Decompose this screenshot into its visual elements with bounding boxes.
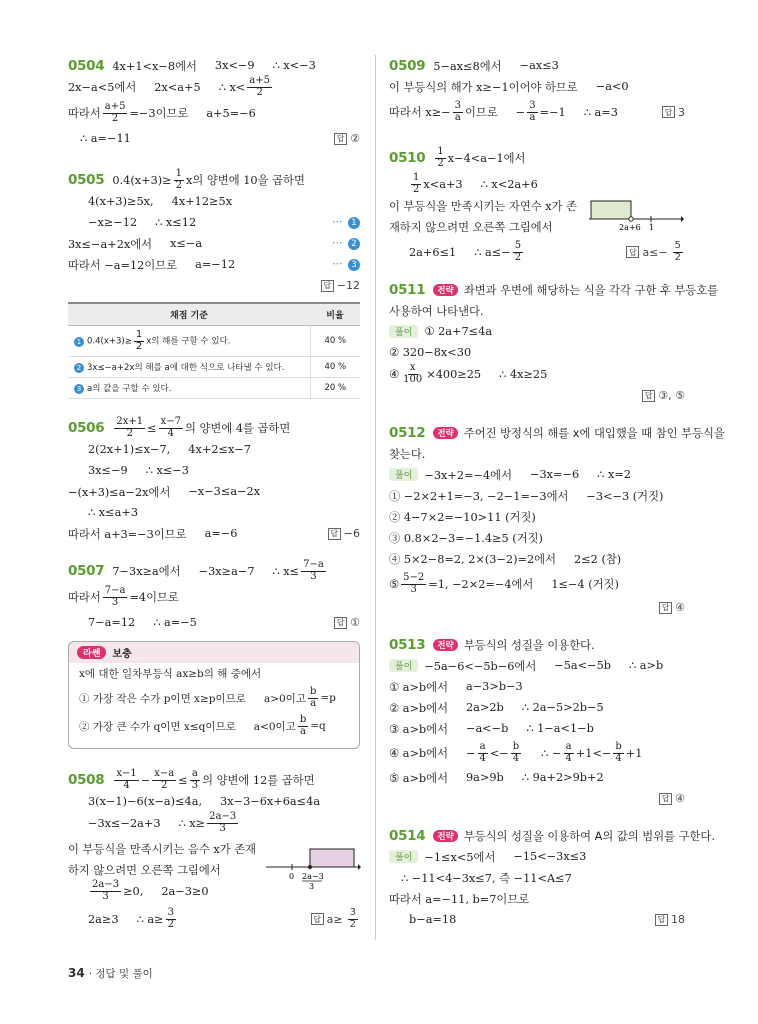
text: +1<− [575, 746, 612, 760]
text: ∴ −11<4−3x≤7, 즉 −11<A≤7 [401, 871, 572, 885]
text: 정답 및 풀이 [95, 968, 153, 980]
text: a의 값을 구할 수 있다. [87, 384, 172, 394]
number-line-figure [266, 845, 361, 895]
text: ∴ 4x≥25 [499, 367, 548, 381]
text: <− [489, 746, 509, 760]
text: 1 [74, 337, 84, 347]
text: a [454, 111, 461, 123]
strategy-tag: 전략 [433, 639, 457, 651]
text: 2a−3 [302, 872, 324, 881]
text: 40 % [310, 357, 360, 378]
problem-0506 [68, 417, 360, 544]
text: 100 [403, 373, 423, 385]
problem-number: 0509 [389, 57, 426, 74]
text: ×400≥25 [426, 367, 482, 381]
answer [659, 792, 685, 805]
text: ∴ 2a−5>2b−5 [521, 701, 604, 714]
text: 2a+6≤1 [409, 245, 457, 259]
supplement-box [68, 641, 360, 749]
text: ∴ x≤a+3 [88, 506, 139, 519]
text: =p [320, 692, 336, 704]
text: b [615, 741, 622, 752]
text: 5−ax≤8에서 [433, 59, 502, 73]
text: 0 [289, 872, 295, 881]
text: 18 [671, 913, 685, 926]
text: 따라서 a=−11, b=7이므로 [389, 892, 530, 906]
answer [311, 908, 360, 930]
text: a [479, 741, 486, 752]
text: =−3이므로 [129, 107, 189, 120]
text: 3 [348, 259, 360, 271]
text: ∴ x=2 [597, 468, 631, 481]
text: −5a−6<−5b−6에서 [424, 659, 537, 673]
text: ② [350, 132, 360, 145]
solution-tag: 풀이 [389, 850, 418, 863]
text: x<a+3 [423, 177, 463, 191]
text: − [140, 773, 151, 787]
text: 4(x+3)≥5x, [88, 195, 154, 208]
text: 이 부등식의 해가 x≥−1이어야 하므로 [389, 80, 578, 94]
text: 이 부등식을 만족시키는 음수 x가 존재 [68, 842, 257, 856]
problem-0505 [68, 169, 360, 399]
text: − [515, 105, 526, 119]
text: ② 4−7×2=−10>11 (거짓) [389, 510, 536, 524]
answer-icon: 답 [334, 133, 347, 145]
answer-icon: 답 [328, 528, 341, 540]
text: 찾는다. [389, 447, 426, 461]
text: 비율 [310, 303, 360, 326]
text: 3 [349, 907, 356, 918]
text: ② a>b에서 [389, 701, 448, 715]
problem-number: 0506 [68, 420, 105, 436]
problem-number: 0507 [68, 563, 105, 579]
text: −15<−3x≤3 [513, 850, 587, 863]
answer-icon: 답 [659, 793, 672, 805]
column-divider [375, 55, 376, 940]
problem-number: 0504 [68, 57, 105, 74]
problem-number: 0508 [68, 772, 105, 788]
text: 1 [135, 329, 143, 340]
text: 따라서 x≥− [389, 106, 451, 119]
text: 1 [348, 217, 360, 229]
text: ① a>b에서 [389, 680, 448, 694]
text: ③ 0.8×2−3=−1.4≥5 (거짓) [389, 531, 543, 545]
text: 이므로 [465, 106, 498, 119]
text: 2 [514, 251, 522, 263]
text: 사용하여 나타낸다. [389, 304, 484, 318]
text: 7−3x≥a에서 [112, 565, 181, 578]
text: 2≤2 (참) [574, 552, 622, 566]
text: a=−6 [204, 527, 238, 540]
text: ∴ a=−11 [80, 132, 131, 145]
text: 따라서 [68, 107, 101, 120]
text: 3x≤−a+2x의 해를 a에 대한 식으로 나타낼 수 있다. [87, 363, 285, 373]
text: 이 부등식을 만족시키는 자연수 x가 존 [389, 199, 578, 213]
text: 3 [410, 583, 417, 595]
text: 3 [219, 822, 226, 834]
text: 2 [437, 157, 444, 169]
text: ∴ x≤12 [155, 216, 197, 229]
text: 1≤−4 (거짓) [551, 578, 619, 591]
text: 7−a [303, 559, 324, 570]
text: 2 [674, 251, 681, 263]
text: a [300, 725, 306, 737]
problem-0508 [68, 769, 360, 930]
text: −ax≤3 [519, 59, 559, 72]
problem-0509 [389, 55, 685, 123]
problem-number: 0513 [389, 636, 426, 653]
text: a≥ [326, 912, 343, 926]
text: −3<−3 (거짓) [586, 489, 664, 503]
text: a [191, 768, 198, 779]
text: 보충 [112, 649, 132, 660]
text: b−a=18 [409, 913, 457, 926]
text: 5 [514, 240, 522, 251]
text: ③ a>b에서 [389, 722, 448, 736]
text: −3x=−6 [530, 468, 580, 481]
text: 3 [454, 100, 462, 111]
text: 2 [348, 238, 360, 250]
text: ⑤ [389, 577, 400, 591]
text: 4 [479, 752, 486, 764]
text: ① −2×2+1=−3, −2−1=−3에서 [389, 489, 569, 503]
text: 3 [529, 100, 536, 111]
text: 3 [678, 105, 685, 119]
text: 4 [167, 427, 174, 439]
text: =1, −2×2=−4에서 [428, 578, 534, 591]
text: 따라서 a+3=−3이므로 [68, 527, 187, 541]
text: =4이므로 [129, 591, 179, 604]
text: 3 [102, 890, 109, 902]
text: 3 [309, 882, 315, 891]
text: 2a−3 [92, 879, 120, 890]
text: 2x+1 [116, 416, 144, 427]
text: 2 [256, 86, 263, 98]
text: ∴ a≤− [474, 245, 511, 259]
text: 2a+6 [619, 223, 641, 232]
text: x의 양변에 10을 곱하면 [186, 174, 305, 187]
text: 의 양변에 12를 곱하면 [202, 774, 315, 787]
text: −(x+3)≤a−2x에서 [68, 485, 171, 499]
text: 40 % [310, 326, 360, 357]
text: 1 [413, 172, 420, 183]
left-column [68, 55, 360, 930]
answer [642, 389, 685, 402]
text: a+5 [249, 75, 270, 86]
answer [334, 132, 360, 145]
text: ∴ x≤−3 [145, 464, 189, 477]
problem-0507 [68, 560, 360, 633]
text: 4 [512, 752, 520, 764]
text: 2a≥3 [88, 912, 119, 926]
text: 따라서 −a=12이므로 [68, 258, 178, 272]
text: 채점 기준 [68, 303, 310, 326]
step-marker: ⋯ 2 [332, 237, 360, 250]
text: 2 [349, 918, 356, 930]
text: −a<0 [595, 80, 629, 93]
text: 4x+12≥5x [171, 195, 233, 208]
text: 3 [310, 570, 317, 582]
text: 1 [437, 146, 444, 157]
text: 하지 않으려면 오른쪽 그림에서 [68, 863, 221, 877]
text: 부등식의 성질을 이용하여 A의 값의 범위를 구한다. [463, 829, 715, 843]
step-marker: ⋯ 3 [332, 258, 360, 271]
problem-0514 [389, 825, 715, 930]
text: a−3>b−3 [465, 680, 523, 693]
text: ④ a>b에서 [389, 747, 448, 760]
text: 주어진 방정식의 해를 x에 대입했을 때 참인 부등식을 [463, 426, 725, 440]
strategy-tag: 전략 [433, 427, 457, 439]
text: 라쎈 [77, 646, 106, 659]
text: ④ [675, 601, 685, 614]
text: a [310, 697, 317, 709]
text: ③, ⑤ [658, 389, 685, 402]
answer-icon: 답 [626, 246, 639, 258]
text: ∴ x≥ [178, 816, 206, 830]
answer-icon: 답 [655, 914, 668, 926]
text: a=−12 [195, 258, 236, 271]
text: 따라서 [68, 591, 101, 604]
text: ∴ a=3 [583, 105, 618, 119]
text: ∴ − [541, 746, 562, 760]
text: 3 [74, 384, 84, 394]
text: 재하지 않으려면 오른쪽 그림에서 [389, 220, 553, 234]
text: 4 [565, 752, 572, 764]
text: x−1 [116, 768, 137, 779]
text: 2 [111, 112, 119, 124]
text: ∴ a≥ [136, 912, 164, 926]
text: 2a−3≥0 [161, 884, 209, 898]
text: 2 [413, 183, 420, 195]
answer [659, 601, 685, 614]
solution-tag: 풀이 [389, 468, 418, 481]
text: −5a<−5b [554, 659, 612, 672]
text: 4 [615, 752, 622, 764]
text: b [299, 714, 307, 725]
answer-icon: 답 [311, 913, 324, 925]
text: ④ [389, 367, 400, 381]
text: 2 [161, 779, 168, 791]
text: 1 [649, 223, 655, 232]
text: a+5=−6 [206, 106, 256, 120]
answer [334, 616, 360, 629]
text: ∴ x<2a+6 [480, 177, 538, 191]
text: 2x<a+5 [154, 80, 201, 94]
answer [321, 279, 360, 292]
text: ④ 5×2−8=2, 2×(3−2)=2에서 [389, 552, 557, 566]
text: −12 [336, 279, 360, 292]
text: 3 [167, 907, 174, 918]
text: ∴ x≤ [272, 564, 300, 578]
text: x의 해를 구할 수 있다. [146, 336, 231, 347]
text: ∴ 9a+2>9b+2 [521, 771, 604, 784]
answer [655, 913, 685, 926]
text: 4x+2≤x−7 [188, 443, 251, 456]
problem-0510 [389, 147, 685, 263]
answer-icon: 답 [662, 106, 675, 118]
text: 2a−3 [209, 811, 237, 822]
text: =−1 [539, 105, 566, 119]
text: x−a [154, 768, 175, 779]
text: ① 2a+7≤4a [424, 325, 493, 338]
text: 2 [175, 179, 183, 191]
text: ∴ a=−5 [153, 616, 197, 629]
text: 0.4(x+3)≥ [87, 336, 132, 347]
text: −1≤x<5에서 [424, 850, 496, 864]
text: +1 [625, 746, 643, 760]
text: ① 가장 작은 수가 p이면 x≥p이므로 [79, 692, 246, 705]
answer [626, 241, 685, 263]
text: a>0이고 [263, 692, 306, 705]
page-footer: 34 · 정답 및 풀이 [68, 966, 153, 980]
grading-table [68, 302, 360, 399]
text: a<0이고 [253, 720, 296, 733]
text: 1 [175, 168, 183, 179]
text: a [529, 111, 536, 123]
text: 좌변과 우변에 해당하는 식을 각각 구한 후 부등호를 [463, 283, 719, 297]
answer [328, 527, 360, 540]
text: ④ [675, 792, 685, 805]
text: 부등식의 성질을 이용한다. [463, 638, 595, 652]
problem-0512 [389, 422, 725, 618]
text: −3x+2=−4에서 [424, 468, 513, 482]
text: −a<−b [465, 722, 509, 735]
text: 3 [111, 596, 119, 608]
step-marker: ⋯ 1 [332, 216, 360, 229]
text: 2a>2b [465, 701, 504, 714]
problem-0511 [389, 279, 719, 406]
text: 3x<−9 [214, 59, 255, 72]
text: 2x−a<5에서 [68, 81, 137, 94]
text: 2 [126, 427, 133, 439]
text: 5−2 [403, 572, 425, 583]
text: ∴ x<−3 [272, 59, 316, 72]
text: ∴ x< [218, 80, 246, 94]
number-line-figure [589, 197, 685, 237]
problem-number: 0512 [389, 424, 426, 441]
solution-tag: 풀이 [389, 325, 418, 338]
problem-number: 0510 [389, 150, 426, 166]
answer-icon: 답 [659, 602, 672, 614]
fraction [103, 102, 128, 124]
problem-0504 [68, 55, 360, 149]
text: −3x≥a−7 [198, 564, 255, 578]
text: −3x≤−2a+3 [88, 816, 161, 830]
answer-icon: 답 [321, 280, 334, 292]
text: 2 [135, 340, 143, 352]
text: x−4<a−1에서 [447, 152, 526, 165]
text: a+5 [104, 101, 126, 112]
text: 7−a [104, 585, 126, 596]
text: ≤ [147, 421, 157, 435]
answer-icon: 답 [642, 390, 655, 402]
text: 3 [191, 779, 199, 791]
text: ② 320−8x<30 [389, 346, 472, 359]
text: 3(x−1)−6(x−a)≤4a, [88, 795, 203, 808]
text: b [309, 686, 317, 697]
text: ≤ [178, 773, 188, 787]
text: a [565, 741, 572, 752]
right-column [389, 55, 725, 930]
page-number: 34 [68, 966, 85, 980]
text: x≤−a [170, 237, 203, 250]
problem-number: 0505 [68, 172, 105, 188]
problem-number: 0514 [389, 827, 426, 844]
text: −x−3≤a−2x [188, 485, 261, 498]
text: 20 % [310, 378, 360, 399]
text: 2 [167, 918, 174, 930]
text: 의 양변에 4를 곱하면 [184, 422, 291, 435]
strategy-tag: 전략 [433, 284, 457, 296]
text: 4x+1<x−8에서 [112, 59, 197, 73]
text: ∴ 1−a<1−b [526, 722, 594, 735]
text: 2(2x+1)≤x−7, [88, 443, 171, 456]
answer [662, 106, 685, 119]
problem-number: 0511 [389, 281, 426, 298]
text: ① [350, 616, 360, 629]
problem-0513 [389, 634, 685, 809]
text: 4 [123, 779, 130, 791]
text: −x≥−12 [88, 216, 138, 229]
text: 0.4(x+3)≥ [112, 173, 172, 187]
solution-tag: 풀이 [389, 659, 418, 672]
text: ⑤ a>b에서 [389, 771, 448, 785]
text: x−7 [160, 416, 181, 427]
text: 3x−3−6x+6a≤4a [220, 795, 321, 808]
text: 9a>9b [465, 771, 504, 784]
text: 3x≤−a+2x에서 [68, 237, 153, 251]
text: − [465, 746, 476, 760]
answer-icon: 답 [334, 617, 347, 629]
text: 3x≤−9 [88, 464, 128, 477]
text: 5 [674, 240, 681, 251]
text: x [409, 362, 416, 373]
text: ∴ a>b [629, 659, 664, 672]
text: ≥0, [123, 884, 144, 898]
text: =q [310, 720, 326, 732]
text: 2 [74, 363, 84, 373]
text: x에 대한 일차부등식 ax≥b의 해 중에서 [79, 668, 262, 680]
text: −6 [343, 527, 360, 540]
text: a≤− [642, 245, 668, 259]
strategy-tag: 전략 [433, 830, 457, 842]
text: 7−a=12 [88, 616, 136, 629]
fraction [247, 76, 272, 98]
text: ② 가장 큰 수가 q이면 x≤q이므로 [79, 720, 236, 733]
fraction [174, 169, 184, 191]
text: b [512, 741, 520, 752]
